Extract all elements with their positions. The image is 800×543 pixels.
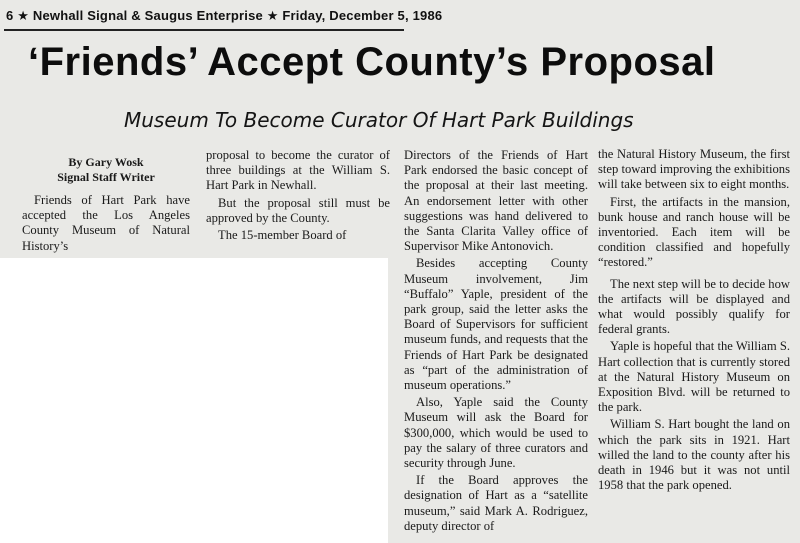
paragraph: The 15-member Board of [218,228,347,243]
subheadline: Museum To Become Curator Of Hart Park Buildings [124,108,634,132]
headline: ‘Friends’ Accept County’s Proposal [28,40,716,84]
masthead-rule [4,29,404,31]
paragraph: William S. Hart bought the land on which the park sits in 1921. Hart willed the land to the county after his death in 1946 but it was not until 1958 that the park opened. [598,417,790,493]
byline-author: By Gary Wosk [68,155,144,169]
article-column-1 [22,155,190,254]
paragraph: Yaple is hopeful that the William S. Hart collection that is currently stored at the Natural History Museum on Exposition Blvd. will be returned to the park. [598,339,790,415]
paragraph: Also, Yaple said the County Museum will ask the Board for $300,000, which would be used to pay the salary of three curators and security through June. [404,395,588,471]
paragraph: If the Board approves the designation of Hart as a “satellite museum,” said Mark A. Rodriguez, deputy director of [404,473,588,533]
paragraph: First, the artifacts in the mansion, bunk house and ranch house will be inventoried. Each item will be condition classified and hopefully “restored.” [598,194,790,270]
byline [22,155,190,185]
byline-role: Signal Staff Writer [57,170,155,184]
paragraph: Directors of the Friends of Hart Park endorsed the basic concept of the proposal at their last meeting. An endorsement letter with other suggestions was hand delivered to the Santa Clarita Valley office of Supervisor Mike Antonovich. [404,148,588,254]
paragraph: The next step will be to decide how the artifacts will be displayed and what would possibly qualify for federal grants. [598,276,790,337]
paragraph: Besides accepting County Museum involvement, Jim “Buffalo” Yaple, president of the park group, said the letter asks the Board of Supervisors for sufficient museum funds, and requests that the Friends of Hart Park be designated as “part of the administration of museum operations.” [404,256,588,393]
article-column-2 [206,148,390,243]
masthead: 6 ★ Newhall Signal & Saugus Enterprise ★ Friday, December 5, 1986 [6,8,443,23]
article-column-4 [598,147,790,493]
paragraph: Friends of Hart Park have accepted the Los Angeles County Museum of Natural History’s [22,193,190,253]
paragraph: proposal to become the curator of three buildings at the William S. Hart Park in Newhall. [206,148,390,193]
article-column-3 [404,148,588,534]
paragraph: But the proposal still must be approved by the County. [206,195,390,225]
paragraph: the Natural History Museum, the first step toward improving the exhibitions will take between six to eight months. [598,147,790,192]
